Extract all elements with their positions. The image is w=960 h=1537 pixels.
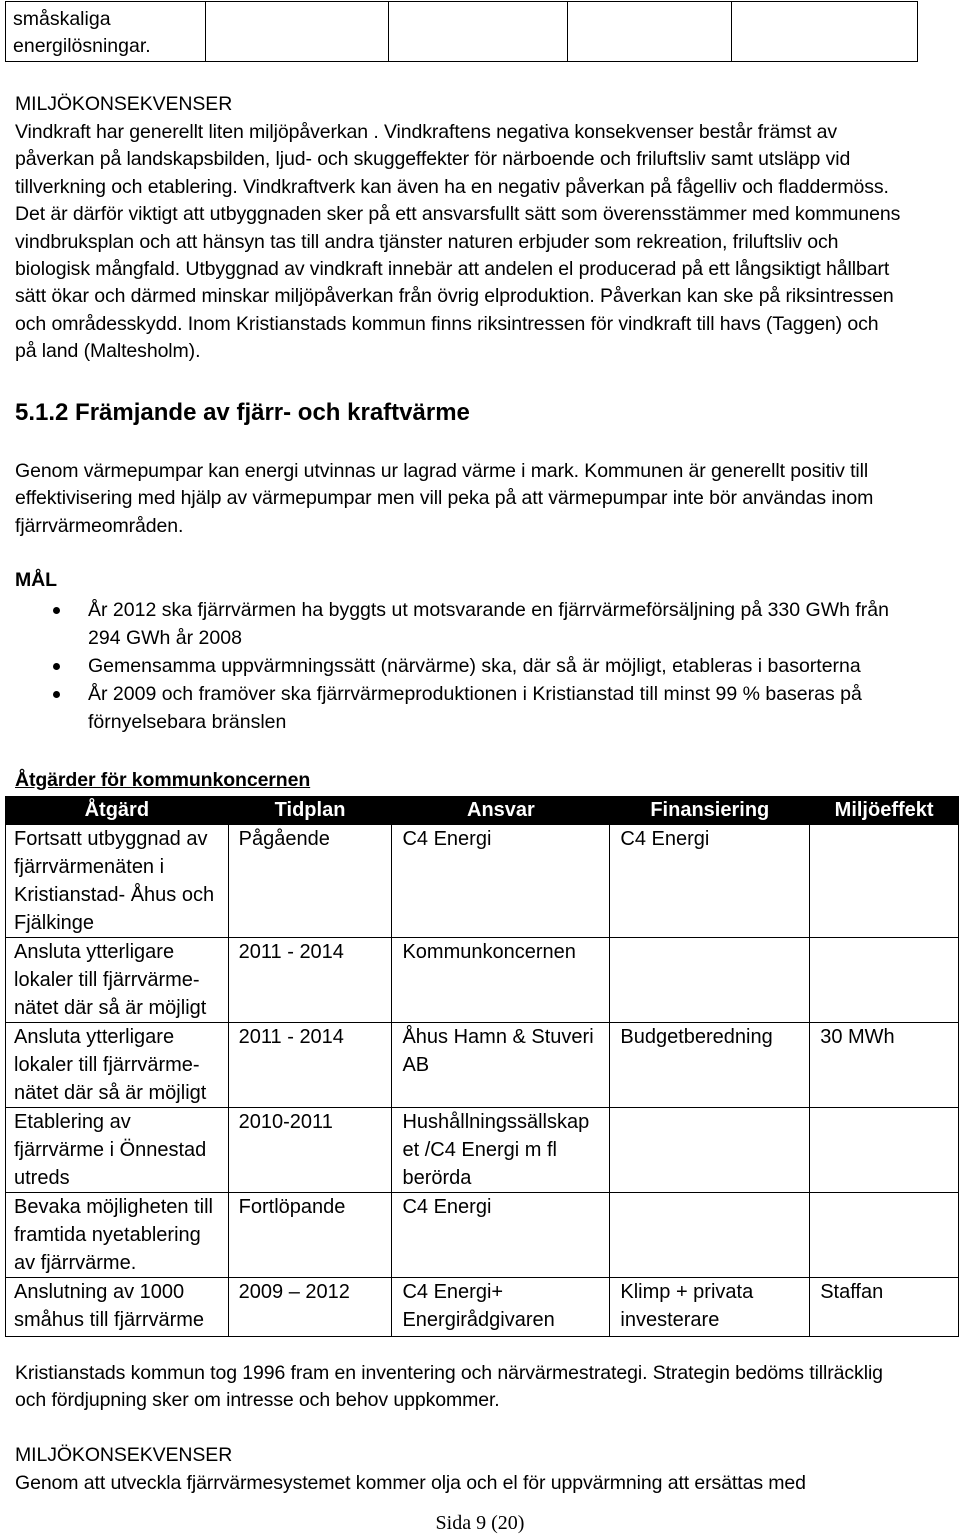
cell-ansvar (392, 1193, 610, 1278)
cell-line: C4 Energi (402, 828, 492, 850)
bullet-icon (53, 691, 60, 698)
cell-line: nätet där så är möjligt (14, 997, 207, 1019)
cell-tidplan (228, 1278, 392, 1337)
section3-line: Genom att utveckla fjärrvärmesystemet kommer olja och el för uppvärmning att ersättas med (15, 1472, 806, 1494)
cell-line: framtida nyetablering (14, 1224, 201, 1246)
cell-ansvar (392, 1023, 610, 1108)
cell-line: C4 Energi (620, 828, 710, 850)
paragraph-line: effektivisering med hjälp av värmepumpar men vill peka på att värmepumpar inte bör användas inom (15, 487, 874, 510)
cell-ansvar (392, 1278, 610, 1337)
cell-line: 2010-2011 (238, 1111, 333, 1133)
cell-finansiering (610, 938, 810, 1023)
closing-paragraph (15, 1360, 955, 1415)
cell-finansiering (610, 1193, 810, 1278)
column-header-atgard: Åtgärd (6, 797, 229, 825)
paragraph-line: och fördjupning sker om intresse och behov uppkommer. (15, 1389, 500, 1412)
table-row (6, 1108, 959, 1193)
cell-line: Klimp + privata (620, 1281, 754, 1303)
cell-line: Fortlöpande (238, 1196, 346, 1218)
column-header-miljoeffekt: Miljöeffekt (810, 797, 959, 825)
actions-heading: Åtgärder för kommunkoncernen (15, 769, 311, 791)
goal-line: Gemensamma uppvärmningssätt (närvärme) ska, där så är möjligt, etableras i basorterna (88, 655, 861, 677)
cell-ansvar (392, 1108, 610, 1193)
goals-list (50, 596, 940, 736)
cell-line: småhus till fjärrvärme (14, 1309, 205, 1331)
paragraph-line: tillverkning och etablering. Vindkraftverk kan även ha en negativ påverkan på fågelliv och fladdermöss. (15, 175, 889, 198)
cell-line: Ansluta ytterligare (14, 941, 175, 963)
paragraph-line: Genom värmepumpar kan energi utvinnas ur lagrad värme i mark. Kommunen är generellt positiv till (15, 460, 869, 482)
paragraph-line: på land (Maltesholm). (15, 340, 201, 363)
cell-miljoeffekt (810, 1193, 959, 1278)
top-table-cell-empty (206, 2, 389, 62)
cell-line: AB (402, 1054, 430, 1076)
top-table-cell-empty (568, 2, 732, 62)
paragraph-line: vindbruksplan och att hänsyn tas till andra tjänster naturen erbjuder som rekreation, friluftsliv och (15, 230, 839, 253)
cell-line: Energirådgivaren (402, 1309, 555, 1331)
column-header-tidplan: Tidplan (228, 797, 392, 825)
cell-tidplan (228, 1193, 392, 1278)
cell-atgard (6, 825, 229, 938)
cell-miljoeffekt (810, 938, 959, 1023)
table-row (6, 938, 959, 1023)
cell-line: 2009 – 2012 (238, 1281, 350, 1303)
cell-finansiering (610, 1278, 810, 1337)
paragraph-line: sätt ökar och därmed minskar miljöpåverkan från övrig elproduktion. Påverkan kan ske på riksintressen (15, 285, 894, 308)
goal-item (50, 680, 940, 736)
top-table-cell-text: småskaliga energilösningar. (13, 8, 151, 58)
cell-finansiering (610, 825, 810, 938)
cell-line: 2011 - 2014 (238, 941, 344, 963)
cell-atgard (6, 1108, 229, 1193)
top-table-cell-empty (389, 2, 568, 62)
cell-line: et /C4 Energi m fl (402, 1139, 557, 1161)
page-number: Sida 9 (20) (435, 1512, 525, 1534)
bullet-icon (53, 663, 60, 670)
paragraph-line: biologisk mångfald. Utbyggnad av vindkraft innebär att andelen el producerad på ett långsiktigt hållbart (15, 258, 890, 281)
cell-miljoeffekt (810, 1278, 959, 1337)
cell-finansiering (610, 1108, 810, 1193)
cell-line: Pågående (238, 828, 330, 850)
cell-atgard (6, 1023, 229, 1108)
table-header-row (6, 797, 959, 825)
section-heading-miljokonsekvenser: MILJÖKONSEKVENSER (15, 93, 233, 115)
cell-line: fjärrvärme i Önnestad (14, 1139, 207, 1161)
cell-finansiering (610, 1023, 810, 1108)
bullet-icon (53, 607, 60, 614)
cell-line: Kommunkoncernen (402, 941, 576, 963)
cell-line: Bevaka möjligheten till (14, 1196, 213, 1218)
cell-line: Kristianstad- Åhus och (14, 884, 215, 906)
cell-line: Hushållningssällskap (402, 1111, 590, 1133)
cell-line: Ansluta ytterligare (14, 1026, 175, 1048)
goal-line: År 2012 ska fjärrvärmen ha byggts ut motsvarande en fjärrvärmeförsäljning på 330 GWh från (88, 599, 889, 621)
cell-line: utreds (14, 1167, 70, 1189)
goal-line: 294 GWh år 2008 (88, 627, 242, 649)
cell-miljoeffekt (810, 1108, 959, 1193)
actions-table (5, 796, 959, 1337)
table-row (6, 825, 959, 938)
cell-atgard (6, 1193, 229, 1278)
cell-line: investerare (620, 1309, 720, 1331)
cell-line: berörda (402, 1167, 472, 1189)
paragraph-line: fjärrvärmeområden. (15, 514, 184, 537)
section-heading-miljokonsekvenser-2: MILJÖKONSEKVENSER (15, 1444, 233, 1466)
cell-line: Fjälkinge (14, 912, 95, 934)
cell-line: C4 Energi+ (402, 1281, 504, 1303)
table-row (6, 1023, 959, 1108)
cell-ansvar (392, 938, 610, 1023)
goals-heading: MÅL (15, 569, 57, 591)
section1-paragraph (15, 119, 955, 366)
section2-paragraph (15, 458, 955, 540)
cell-atgard (6, 938, 229, 1023)
goal-line: förnyelsebara bränslen (88, 711, 287, 733)
cell-tidplan (228, 1023, 392, 1108)
table-row (6, 1278, 959, 1337)
column-header-ansvar: Ansvar (392, 797, 610, 825)
cell-line: 2011 - 2014 (238, 1026, 344, 1048)
cell-atgard (6, 1278, 229, 1337)
cell-line: lokaler till fjärrvärme- (14, 1054, 200, 1076)
cell-line: Anslutning av 1000 (14, 1281, 185, 1303)
cell-tidplan (228, 1108, 392, 1193)
cell-line: Fortsatt utbyggnad av (14, 828, 208, 850)
top-table-cell (6, 2, 206, 62)
paragraph-line: och områdesskydd. Inom Kristianstads kommun finns riksintressen för vindkraft till havs (Taggen) och (15, 312, 879, 335)
cell-line: Etablering av (14, 1111, 131, 1133)
cell-line: C4 Energi (402, 1196, 492, 1218)
cell-line: nätet där så är möjligt (14, 1082, 207, 1104)
cell-miljoeffekt (810, 1023, 959, 1108)
cell-line: fjärrvärmenäten i (14, 856, 165, 878)
table-row (6, 1193, 959, 1278)
paragraph-line: påverkan på landskapsbilden, ljud- och skuggeffekter för närboende och friluftsliv samt utsläpp vid (15, 148, 851, 171)
top-table-fragment (5, 1, 918, 62)
cell-line: lokaler till fjärrvärme- (14, 969, 200, 991)
cell-line: 30 MWh (820, 1026, 895, 1048)
cell-line: Åhus Hamn & Stuveri (402, 1026, 594, 1048)
column-header-finansiering: Finansiering (610, 797, 810, 825)
cell-miljoeffekt (810, 825, 959, 938)
goal-item (50, 596, 940, 652)
cell-line: Budgetberedning (620, 1026, 773, 1048)
paragraph-line: Det är därför viktigt att utbyggnaden sker på ett ansvarsfullt sätt som överensstämmer med kommunens (15, 203, 901, 226)
cell-line: av fjärrvärme. (14, 1252, 137, 1274)
goal-item (50, 652, 940, 680)
paragraph-line: Vindkraft har generellt liten miljöpåverkan . Vindkraftens negativa konsekvenser består främst av (15, 121, 838, 143)
cell-tidplan (228, 825, 392, 938)
cell-tidplan (228, 938, 392, 1023)
section-heading-5-1-2: 5.1.2 Främjande av fjärr- och kraftvärme (15, 399, 470, 426)
paragraph-line: Kristianstads kommun tog 1996 fram en inventering och närvärmestrategi. Strategin bedöms tillräcklig (15, 1362, 883, 1384)
top-table-cell-empty (732, 2, 918, 62)
cell-line: Staffan (820, 1281, 884, 1303)
cell-ansvar (392, 825, 610, 938)
goal-line: År 2009 och framöver ska fjärrvärmeproduktionen i Kristianstad till minst 99 % baseras på (88, 683, 862, 705)
